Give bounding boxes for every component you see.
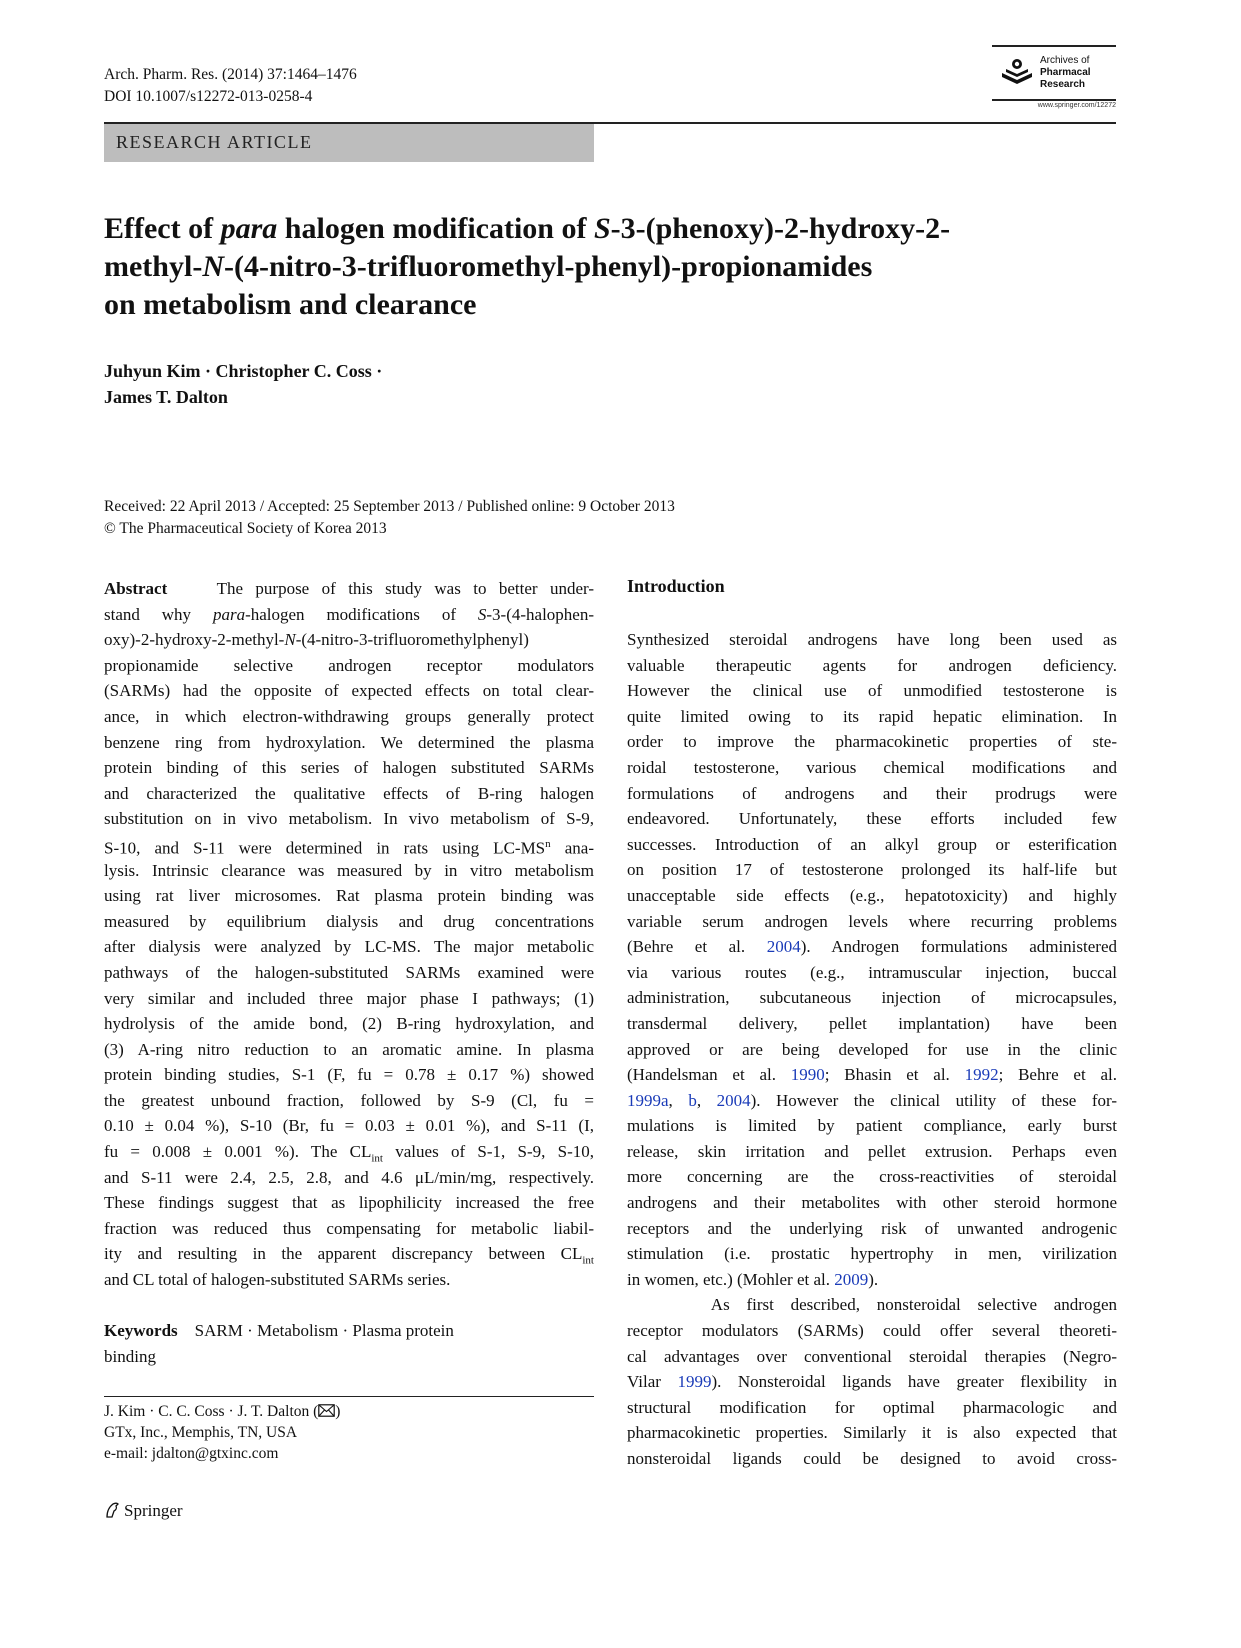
abstract-text: ity and resulting in the apparent discrepancy between CL [104,1244,583,1264]
intro-line: release, skin irritation and pellet extrusion. Perhaps even [627,1141,1117,1161]
intro-text: (Behre et al. [627,937,767,957]
journal-logo[interactable] [992,45,1116,111]
title-text: -3-(phenoxy)-2-hydroxy-2- [610,212,951,245]
article-type-banner [104,124,594,162]
logo-bottom-rule [992,99,1116,101]
intro-line [627,1088,1117,1114]
intro-text: ). [868,1269,879,1289]
intro-text: , [668,1090,689,1110]
logo-text [1040,55,1091,91]
citation-link[interactable]: b [688,1090,697,1110]
abstract-text: S-10, and S-11 were determined in rats using LC-MS [104,838,546,858]
superscript: n [545,837,551,850]
abstract-line [104,832,594,858]
affiliation-authors [104,1401,340,1422]
intro-text: , [696,1090,717,1110]
journal-citation: Arch. Pharm. Res. (2014) 37:1464–1476 [104,66,357,83]
abstract-line [104,1139,594,1165]
intro-text: ; Bhasin et al. [824,1065,965,1085]
abstract-italic: N [284,630,296,650]
title-text: Effect of [104,212,221,245]
abstract-line [104,576,594,602]
archives-pharmacal-research-logo-icon [1000,57,1034,87]
intro-line: cal advantages over conventional steroidal therapies (Negro- [627,1346,1117,1366]
intro-text: (Handelsman et al. [627,1065,791,1085]
logo-line-3: Research [1040,79,1086,90]
title-text: halogen modification of [277,212,594,245]
envelope-icon[interactable] [318,1404,335,1417]
abstract-line: protein binding studies, S-1 (F, fu = 0.78 ± 0.17 %) showed [104,1065,594,1085]
intro-line [627,1267,1117,1293]
title-italic: para [220,212,278,245]
affiliation-footnote [104,1401,340,1464]
corresponding-email[interactable]: e-mail: jdalton@gtxinc.com [104,1445,279,1462]
intro-line: order to improve the pharmacokinetic properties of ste- [627,732,1117,752]
subscript: int [582,1254,594,1267]
copyright-notice: © The Pharmaceutical Society of Korea 2013 [104,520,387,537]
intro-line: valuable therapeutic agents for androgen deficiency. [627,655,1117,675]
abstract-text: -halogen modifications of [245,604,478,624]
intro-line: mulations is limited by patient compliance, early burst [627,1116,1117,1136]
intro-line: Synthesized steroidal androgens have long been used as [627,630,1117,649]
abstract [104,576,594,1293]
abstract-text: values of S-1, S-9, S-10, [382,1142,594,1162]
introduction-body [627,627,1117,1472]
abstract-line: hydrolysis of the amide bond, (2) B-ring hydroxylation, and [104,1014,594,1034]
title-italic: S [593,212,611,245]
citation-link[interactable]: 1999a [627,1090,669,1110]
abstract-line: ance, in which electron-withdrawing groups generally protect [104,706,594,726]
intro-text: ). Nonsteroidal ligands have greater flexibility in [711,1372,1118,1392]
intro-line [627,1062,1117,1088]
title-line-1 [104,210,1114,248]
abstract-line: 0.10 ± 0.04 %), S-10 (Br, fu = 0.03 ± 0.01 %), and S-11 (I, [104,1116,594,1136]
abstract-text: fu = 0.008 ± 0.001 %). The CL [104,1142,372,1162]
affiliation-names-end: ) [335,1403,341,1420]
authors-line-1[interactable]: Juhyun Kim · Christopher C. Coss · [104,361,383,381]
title-italic: N [202,250,224,283]
intro-text: As first described, nonsteroidal selective androgen [710,1295,1118,1315]
intro-line: approved or are being developed for use in the clinic [627,1039,1117,1059]
article-type-label: RESEARCH ARTICLE [116,132,313,152]
intro-line: via various routes (e.g., intramuscular injection, buccal [627,962,1117,982]
intro-line: formulations of androgens and their prodrugs were [627,783,1117,803]
citation-link[interactable]: 2009 [834,1269,869,1289]
intro-text: ). However the clinical utility of these for- [750,1090,1118,1110]
abstract-line: after dialysis were analyzed by LC-MS. The major metabolic [104,937,594,957]
citation-link[interactable]: 2004 [716,1090,751,1110]
abstract-line: propionamide selective androgen receptor modulators [104,655,594,675]
abstract-line: measured by equilibrium dialysis and drug concentrations [104,911,594,931]
citation-link[interactable]: 1999 [677,1372,712,1392]
intro-line [627,1292,1117,1318]
abstract-italic: S [477,604,487,624]
publisher-footer [104,1501,183,1521]
introduction-heading: Introduction [627,576,725,596]
intro-line: more concerning are the cross-reactivities of steroidal [627,1167,1117,1187]
intro-line: endeavored. Unfortunately, these efforts included few [627,809,1117,829]
affiliation-rule [104,1396,594,1397]
abstract-line: (3) A-ring nitro reduction to an aromatic amine. In plasma [104,1039,594,1059]
intro-line [627,934,1117,960]
intro-line: on position 17 of testosterone prolonged its half-life but [627,860,1117,880]
author-list [104,358,382,410]
abstract-line: the greatest unbound fraction, followed by S-9 (Cl, fu = [104,1090,594,1110]
abstract-line: and characterized the qualitative effects of B-ring halogen [104,783,594,803]
title-text: methyl- [104,250,203,283]
keywords-line-1 [104,1318,594,1344]
keywords-heading: Keywords [104,1321,178,1340]
intro-text: Vilar [627,1372,678,1392]
abstract-line: fraction was reduced thus compensating for metabolic liabil- [104,1218,594,1238]
abstract-text: -3-(4-halophen- [486,604,594,624]
abstract-line [104,602,594,628]
title-line-3: on metabolism and clearance [104,288,477,321]
abstract-text: -(4-nitro-3-trifluoromethylphenyl) [295,630,529,650]
abstract-line: substitution on in vivo metabolism. In vivo metabolism of S-9, [104,809,594,829]
logo-line-2: Pharmacal [1040,67,1091,78]
intro-line: transdermal delivery, pellet implantation) have been [627,1013,1117,1033]
abstract-line [104,627,594,653]
intro-line: pharmacokinetic properties. Similarly it is also expected that [627,1423,1117,1443]
intro-line: receptors and the underlying risk of unwanted androgenic [627,1218,1117,1238]
abstract-line: These findings suggest that as lipophilicity increased the free [104,1193,594,1213]
abstract-line [104,1241,594,1267]
keywords [104,1318,594,1369]
abstract-text: ana- [550,838,594,858]
title-line-2 [104,248,1114,286]
citation-link[interactable]: 1990 [790,1065,825,1085]
affiliation-names: J. Kim · C. C. Coss · J. T. Dalton ( [104,1403,319,1420]
intro-line [627,1369,1117,1395]
citation-link[interactable]: 2004 [766,937,801,957]
intro-text: ). Androgen formulations administered [800,937,1117,957]
intro-line: variable serum androgen levels where recurring problems [627,911,1117,931]
abstract-text: stand why [104,604,213,624]
abstract-line: pathways of the halogen-substituted SARMs examined were [104,962,594,982]
intro-line: structural modification for optimal pharmacologic and [627,1397,1117,1417]
doi[interactable]: DOI 10.1007/s12272-013-0258-4 [104,88,313,105]
abstract-line: lysis. Intrinsic clearance was measured by in vitro metabolism [104,860,594,880]
intro-line: quite limited owing to its rapid hepatic elimination. In [627,706,1117,726]
intro-text: in women, etc.) (Mohler et al. [627,1269,835,1289]
intro-line: roidal testosterone, various chemical modifications and [627,757,1117,777]
keywords-text: SARM · Metabolism · Plasma protein [194,1321,454,1340]
intro-line: receptor modulators (SARMs) could offer several theoreti- [627,1321,1117,1341]
intro-line: However the clinical use of unmodified testosterone is [627,681,1117,701]
logo-top-rule [992,45,1116,47]
citation-link[interactable]: 1992 [964,1065,999,1085]
intro-line: stimulation (i.e. prostatic hypertrophy in men, virilization [627,1244,1117,1264]
abstract-line: protein binding of this series of halogen substituted SARMs [104,758,594,778]
intro-line: androgens and their metabolites with other steroid hormone [627,1193,1117,1213]
subscript: int [371,1152,383,1165]
abstract-text: oxy)-2-hydroxy-2-methyl- [104,630,285,650]
logo-line-1: Archives of [1040,55,1090,66]
authors-line-2[interactable]: James T. Dalton [104,387,228,407]
abstract-line: very similar and included three major phase I pathways; (1) [104,988,594,1008]
abstract-line: benzene ring from hydroxylation. We determined the plasma [104,732,594,752]
publication-dates: Received: 22 April 2013 / Accepted: 25 September 2013 / Published online: 9 October 2013 [104,498,675,515]
publisher-name: Springer [124,1501,183,1520]
abstract-italic: para [212,604,246,624]
title-text: -(4-nitro-3-trifluoromethyl-phenyl)-propionamides [223,250,873,283]
abstract-line: using rat liver microsomes. Rat plasma protein binding was [104,886,594,906]
intro-line: successes. Introduction of an alkyl group or esterification [627,834,1117,854]
intro-text: ; Behre et al. [998,1065,1117,1085]
abstract-heading: Abstract [104,579,168,598]
publication-history [104,496,675,540]
journal-citation-block [104,64,357,108]
abstract-line: (SARMs) had the opposite of expected effects on total clear- [104,681,594,701]
abstract-text: The purpose of this study was to better under- [216,579,594,598]
journal-url[interactable]: www.springer.com/12272 [1037,102,1116,109]
abstract-line: and CL total of halogen-substituted SARMs series. [104,1270,451,1290]
article-title [104,210,1114,324]
keywords-line-2: binding [104,1346,156,1366]
springer-horse-icon [104,1501,120,1519]
abstract-line: and S-11 were 2.4, 2.5, 2.8, and 4.6 μL/min/mg, respectively. [104,1167,594,1187]
affiliation-institution: GTx, Inc., Memphis, TN, USA [104,1424,298,1441]
intro-line: nonsteroidal ligands could be designed to avoid cross- [627,1449,1117,1468]
intro-line: administration, subcutaneous injection of microcapsules, [627,988,1117,1008]
intro-line: unacceptable side effects (e.g., hepatotoxicity) and highly [627,885,1117,905]
